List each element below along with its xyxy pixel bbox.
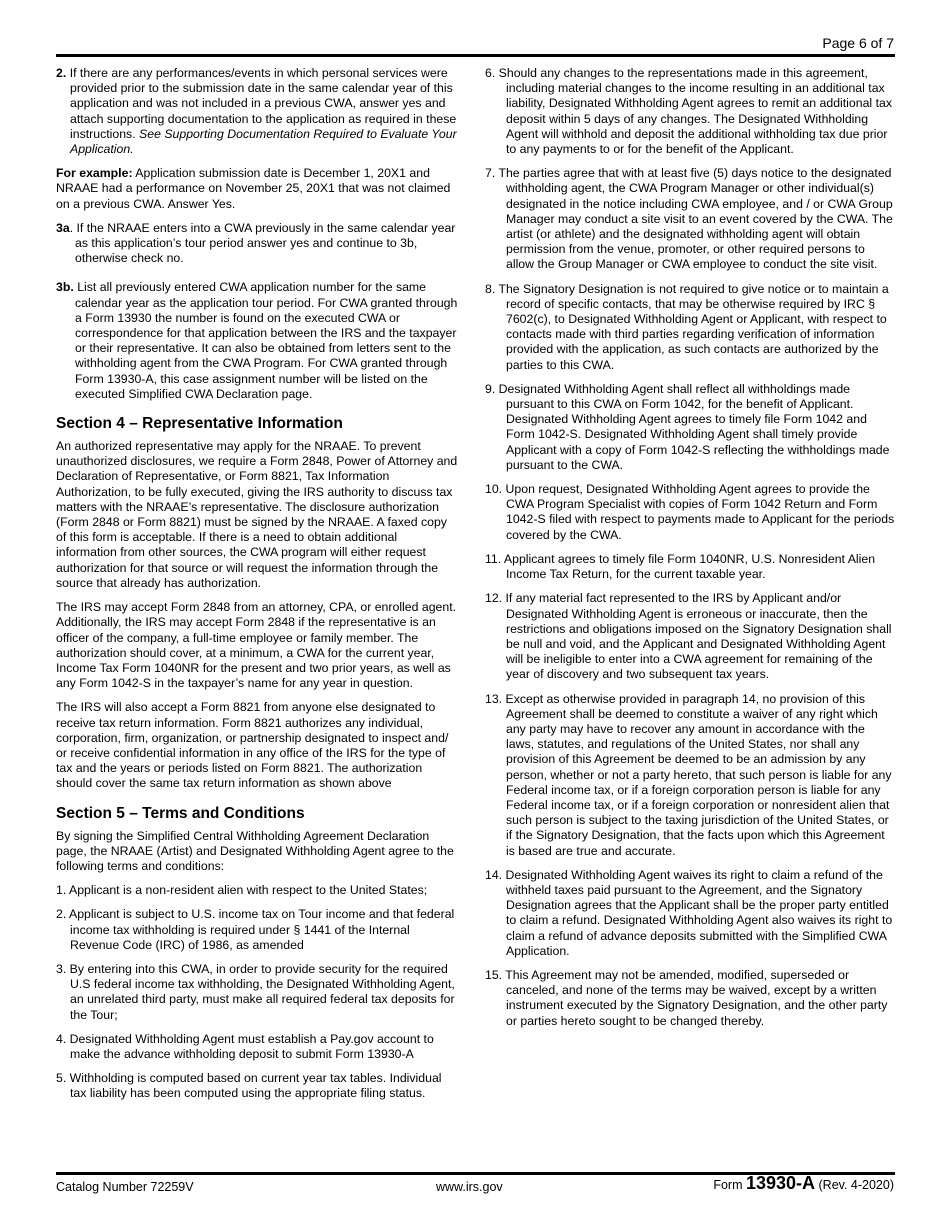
item-2-italic-note: See Supporting Documentation Required to Evaluate Your Application. (70, 126, 457, 157)
term-1: 1. Applicant is a non-resident alien with respect to the United States; (56, 883, 428, 898)
item-2-number: 2. (56, 66, 67, 80)
item-3b-number: 3b. (56, 280, 74, 295)
form-identifier (713, 1173, 894, 1193)
term-12: 12. If any material fact represented to the IRS by Applicant and/or Designated Withholding Agent is erroneous or inaccurate, then the restrictions and obligations imposed on the Signatory Designation shall be null and void, and the Applicant and Designated Withholding Agent will be ineligible to enter into a CWA agreement for remaining of the year of discovery and two subsequent tax years. (485, 591, 892, 682)
term-11: 11. Applicant agrees to timely file Form 1040NR, U.S. Nonresident Alien Income Tax Return, for the current taxable year. (485, 551, 876, 582)
example-paragraph (56, 166, 458, 212)
right-column (485, 66, 896, 1038)
example-label: For example: (56, 166, 133, 181)
term-3: 3. By entering into this CWA, in order to provide security for the required U.S federal income tax withholding, the Designated Withholding Agent, an unrelated third party, must make all required federal tax deposits for the Tour; (56, 961, 455, 1022)
item-3a-text: . If the NRAAE enters into a CWA previously in the same calendar year as this application’s tour period answer yes and continue to 3b, otherwise check no. (69, 220, 456, 266)
term-9: 9. Designated Withholding Agent shall reflect all withholdings made pursuant to this CWA on Form 1042, for the benefit of Applicant. Designated Withholding Agent agrees to timely file Form 1042 and Form 1042-S. Designated Withholding Agent shall timely provide Applicant with a copy of Form 1042-S reflecting the withholdings made pursuant to the CWA. (485, 381, 890, 472)
term-5: 5. Withholding is computed based on current year tax tables. Individual tax liability has been computed using the appropriate filing status. (56, 1071, 442, 1101)
header-rule (56, 54, 895, 57)
term-4: 4. Designated Withholding Agent must establish a Pay.gov account to make the advance withholding deposit to submit Form 13930-A (56, 1031, 434, 1061)
catalog-number: Catalog Number 72259V (56, 1180, 194, 1194)
website: www.irs.gov (436, 1180, 503, 1194)
section-4-paragraph-2: The IRS may accept Form 2848 from an attorney, CPA, or enrolled agent. Additionally, the IRS may accept Form 2848 if the representative is an officer of the company, a full-time employee or family member. The authorization should cover, at a minimum, a CWA for the current year, Income Tax Form 1040NR for the present and two prior years, as well as any Form 1042-S in the taxpayer’s name for any year in question. (56, 600, 457, 691)
term-6: 6. Should any changes to the representations made in this agreement, including material changes to the income resulting in an additional tax liability, Designated Withholding Agent agrees to remit an additional tax deposit within 5 days of any changes. The Designated Withholding Agent will withhold and deposit the additional withholding tax due prior to any payments to or for the benefit of the Applicant. (485, 66, 892, 157)
section-4-paragraph-3: The IRS will also accept a Form 8821 from anyone else designated to receive tax return information. Form 8821 authorizes any individual, corporation, firm, organization, or partnership designated to inspect and/ or receive confidential information in any office of the IRS for the type of tax and the years or periods listed on Form 8821. The authorization should cover the same tax return information as shown above (56, 700, 449, 791)
section-4-title: Section 4 – Representative Information (56, 415, 343, 433)
example-text: Application submission date is December 1, 20X1 and NRAAE had a performance on November 25, 20X1 that was not claimed on a previous CWA. Answer Yes. (56, 166, 451, 211)
term-7: 7. The parties agree that with at least five (5) days notice to the designated withholding agent, the CWA Program Manager or other individual(s) designated in the notice including CWA employee, and / or CWA Group Manager may conduct a site visit to an event covered by the CWA. The artist (or athlete) and the designated withholding agent will obtain permission from the venue, promoter, or other required persons to allow the Group Manager or CWA employee to conduct the site visit. (485, 166, 893, 272)
form-revision: (Rev. 4-2020) (818, 1178, 894, 1192)
item-3b-text: List all previously entered CWA application number for the same calendar year as the application tour period. For CWA granted through a Form 13930 the number is found on the executed CWA or correspondence for that application between the IRS and the taxpayer or their representative. It can also be obtained from letters sent to the withholding agent from the CWA Program. For CWA granted through Form 13930-A, this case assignment number will be listed on the executed Simplified CWA Declaration page. (75, 280, 458, 401)
section-5-intro: By signing the Simplified Central Withholding Agreement Declaration page, the NRAAE (Artist) and Designated Withholding Agent agree to the following terms and conditions: (56, 828, 454, 873)
term-8: 8. The Signatory Designation is not required to give notice or to maintain a record of specific contacts, that may be otherwise required by IRC § 7602(c), to Designated Withholding Agent or Applicant, with respect to contacts made with third parties regarding verification of information provided with the application, as such contacts are authorized by the parties to this CWA. (485, 281, 889, 372)
form-prefix: Form (713, 1178, 743, 1192)
item-2-text: If there are any performances/events in which personal services were provided prior to the submission date in the same calendar year of this application and was not included in a previous CWA, answer yes and attach supporting documentation to the application as required in these instructions. (69, 66, 457, 141)
item-3a-number: 3a (56, 220, 70, 235)
item-3b (56, 280, 458, 402)
section-4-paragraph-1: An authorized representative may apply for the NRAAE. To prevent unauthorized disclosures, we require a Form 2848, Power of Attorney and Declaration of Representative, or Form 8821, Tax Information Authorization, to be fully executed, giving the IRS authority to discuss tax matters with the NRAAE’s representative. The disclosure authorization (Form 2848 or Form 8821) must be signed by the NRAAE. A faxed copy of this form is acceptable. If there is a need to obtain additional information from other sources, the CWA program will either request authorization for that source or will request the information through the source that already has authorization. (56, 439, 458, 590)
term-15: 15. This Agreement may not be amended, modified, superseded or canceled, and none of the terms may be waived, except by a written instrument executed by the Signatory Designation, and the other party or parties hereto sought to be changed thereby. (485, 967, 888, 1028)
left-column (56, 66, 458, 1111)
term-2: 2. Applicant is subject to U.S. income tax on Tour income and that federal income tax withholding is required under § 1441 of the Internal Revenue Code (IRC) of 1986, as amended (56, 907, 455, 952)
term-10: 10. Upon request, Designated Withholding Agent agrees to provide the CWA Program Specialist with copies of Form 1042 Return and Form 1042-S filed with respect to payments made to Applicant for the periods covered by the CWA. (485, 482, 895, 542)
term-13: 13. Except as otherwise provided in paragraph 14, no provision of this Agreement shall be deemed to constitute a waiver of any right which any party may have to recover any amount in accordance with the laws, statutes, and regulations of the United States, nor shall any provision of this Agreement be deemed to be an admission by any person, whether or not a party hereto, that such person is liable for any Federal income tax, or if a foreign corporation person is liable for any Federal income tax, or if a foreign corporation or nonresident alien that such person is subject to the taxing jurisdiction of the United States, or if the Signatory Designation, that the facts upon which this Agreement is based are true and accurate. (485, 691, 892, 858)
form-number: 13930-A (745, 1173, 816, 1193)
item-3a (56, 221, 458, 267)
page-number: Page 6 of 7 (822, 35, 894, 51)
item-2 (56, 66, 458, 157)
term-14: 14. Designated Withholding Agent waives its right to claim a refund of the withheld taxes paid pursuant to the Agreement, and the Signatory Designation agrees that the Applicant shall be the proper party entitled to claim a refund. Designated Withholding Agent also waives its right to claim a refund of advance deposits submitted with the Simplified CWA Application. (485, 867, 893, 958)
section-5-title: Section 5 – Terms and Conditions (56, 804, 305, 822)
